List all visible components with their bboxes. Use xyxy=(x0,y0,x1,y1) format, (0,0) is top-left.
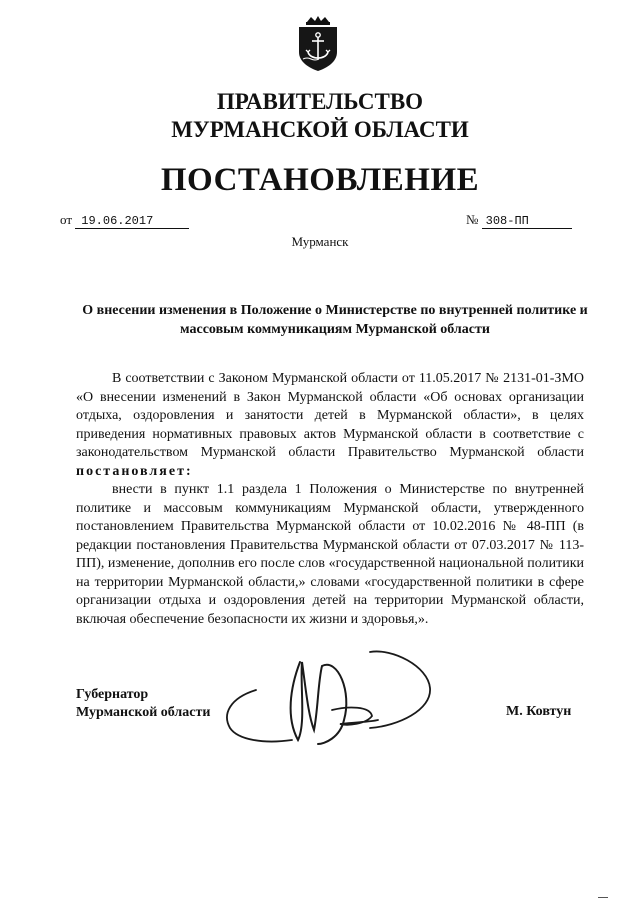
document-subject: О внесении изменения в Положение о Министерстве по внутренней политике и массовым коммуникациям Мурманской области xyxy=(82,303,588,337)
signer-name: М. Ковтун xyxy=(506,704,572,719)
decree-word: постановляет: xyxy=(76,463,193,479)
city: Мурманск xyxy=(291,234,349,249)
government-name xyxy=(0,88,640,144)
date-value: 19.06.2017 xyxy=(75,214,189,229)
number-value: 308-ПП xyxy=(482,214,572,229)
page-edge-mark xyxy=(598,897,608,898)
handwritten-signature xyxy=(220,648,445,758)
date-field xyxy=(60,212,189,229)
signer-position-line-2: Мурманской области xyxy=(76,705,211,720)
signer-position-line-1: Губернатор xyxy=(76,687,149,702)
coat-of-arms-icon xyxy=(293,14,343,72)
paragraph-1-text: В соответствии с Законом Мурманской области от 11.05.2017 № 2131-01-ЗМО «О внесении изменений в Закон Мурманской области «Об основах организации отдыха, оздоровления и занятости детей в Мурманской области», в целях приведения нормативных правовых актов Мурманской области в соответствие с законодательством Мурманской области Правительство Мурманской области xyxy=(76,371,584,460)
org-name-line-2: МУРМАНСКОЙ ОБЛАСТИ xyxy=(171,117,469,142)
document-type: ПОСТАНОВЛЕНИЕ xyxy=(160,162,480,198)
document-body xyxy=(76,370,584,629)
date-prefix: от xyxy=(60,212,73,227)
number-prefix: № xyxy=(466,212,479,227)
number-field xyxy=(466,212,572,229)
org-name-line-1: ПРАВИТЕЛЬСТВО xyxy=(216,89,424,114)
paragraph-2: внести в пункт 1.1 раздела 1 Положения о Министерстве по внутренней политике и массовым коммуникациям Мурманской области, утвержденного постановлением Правительства Мурманской области от 10.02.2016 № 48-ПП (в редакции постановления Правительства Мурманской области от 07.03.2017 № 113-ПП), изменение, дополнив его после слов «государственной национальной политики на территории Мурманской области,» словами «государственной политики в сфере организации отдыха и оздоровления детей на территории Мурманской области, включая обеспечение безопасности их жизни и здоровья,». xyxy=(76,482,584,627)
paragraph-1 xyxy=(76,370,584,481)
signer-position xyxy=(76,686,210,722)
